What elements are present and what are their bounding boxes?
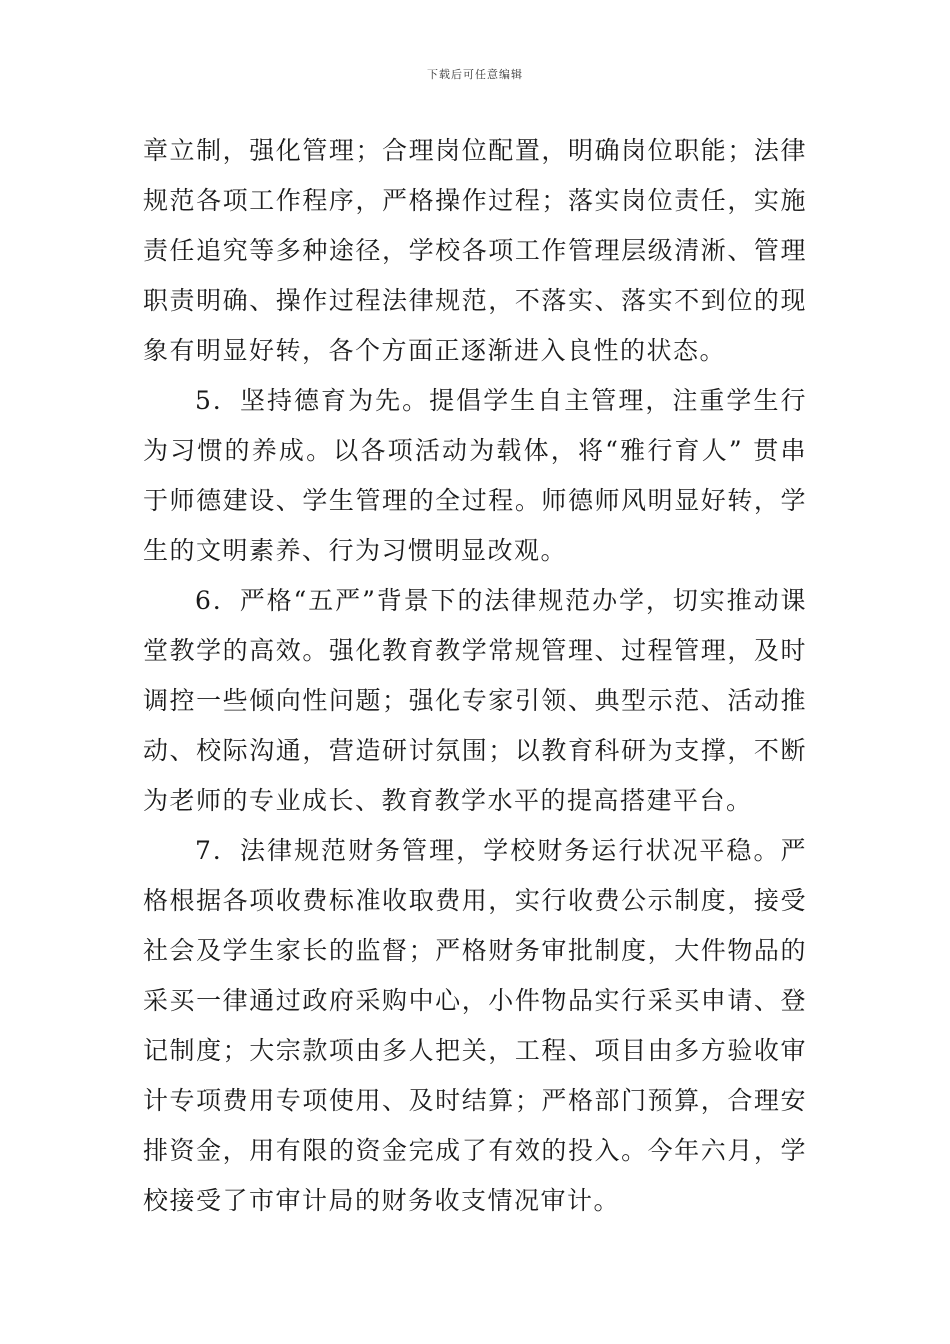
paragraph-continuation: 章立制，强化管理；合理岗位配置，明确岗位职能；法律规范各项工作程序，严格操作过程；落实岗位责任，实施责任追究等多种途径，学校各项工作管理层级清淅、管理职责明确、操作过程法律规范，不落实、落实不到位的现象有明显好转，各个方面正逐渐进入良性的状态。 xyxy=(143,136,807,365)
document-body xyxy=(143,126,807,1226)
header-note: 下载后可任意编辑 xyxy=(427,68,523,81)
paragraph-item-7: 7．法律规范财务管理，学校财务运行状况平稳。严格根据各项收费标准收取费用，实行收费公示制度，接受社会及学生家长的监督；严格财务审批制度，大件物品的采买一律通过政府采购中心，小件物品实行采买申请、登记制度；大宗款项由多人把关，工程、项目由多方验收审计专项费用专项使用、及时结算；严格部门预算，合理安排资金，用有限的资金完成了有效的投入。今年六月，学校接受了市审计局的财务收支情况审计。 xyxy=(143,836,807,1215)
paragraph-item-5: 5．坚持德育为先。提倡学生自主管理，注重学生行为习惯的养成。以各项活动为载体，将“雅行育人” 贯串于师德建设、学生管理的全过程。师德师风明显好转，学生的文明素养、行为习惯明显改观。 xyxy=(143,386,807,565)
paragraph-item-6: 6．严格“五严”背景下的法律规范办学，切实推动课堂教学的高效。强化教育教学常规管理、过程管理，及时调控一些倾向性问题；强化专家引领、典型示范、活动推动、校际沟通，营造研讨氛围；以教育科研为支撑，不断为老师的专业成长、教育教学水平的提高搭建平台。 xyxy=(143,586,807,815)
